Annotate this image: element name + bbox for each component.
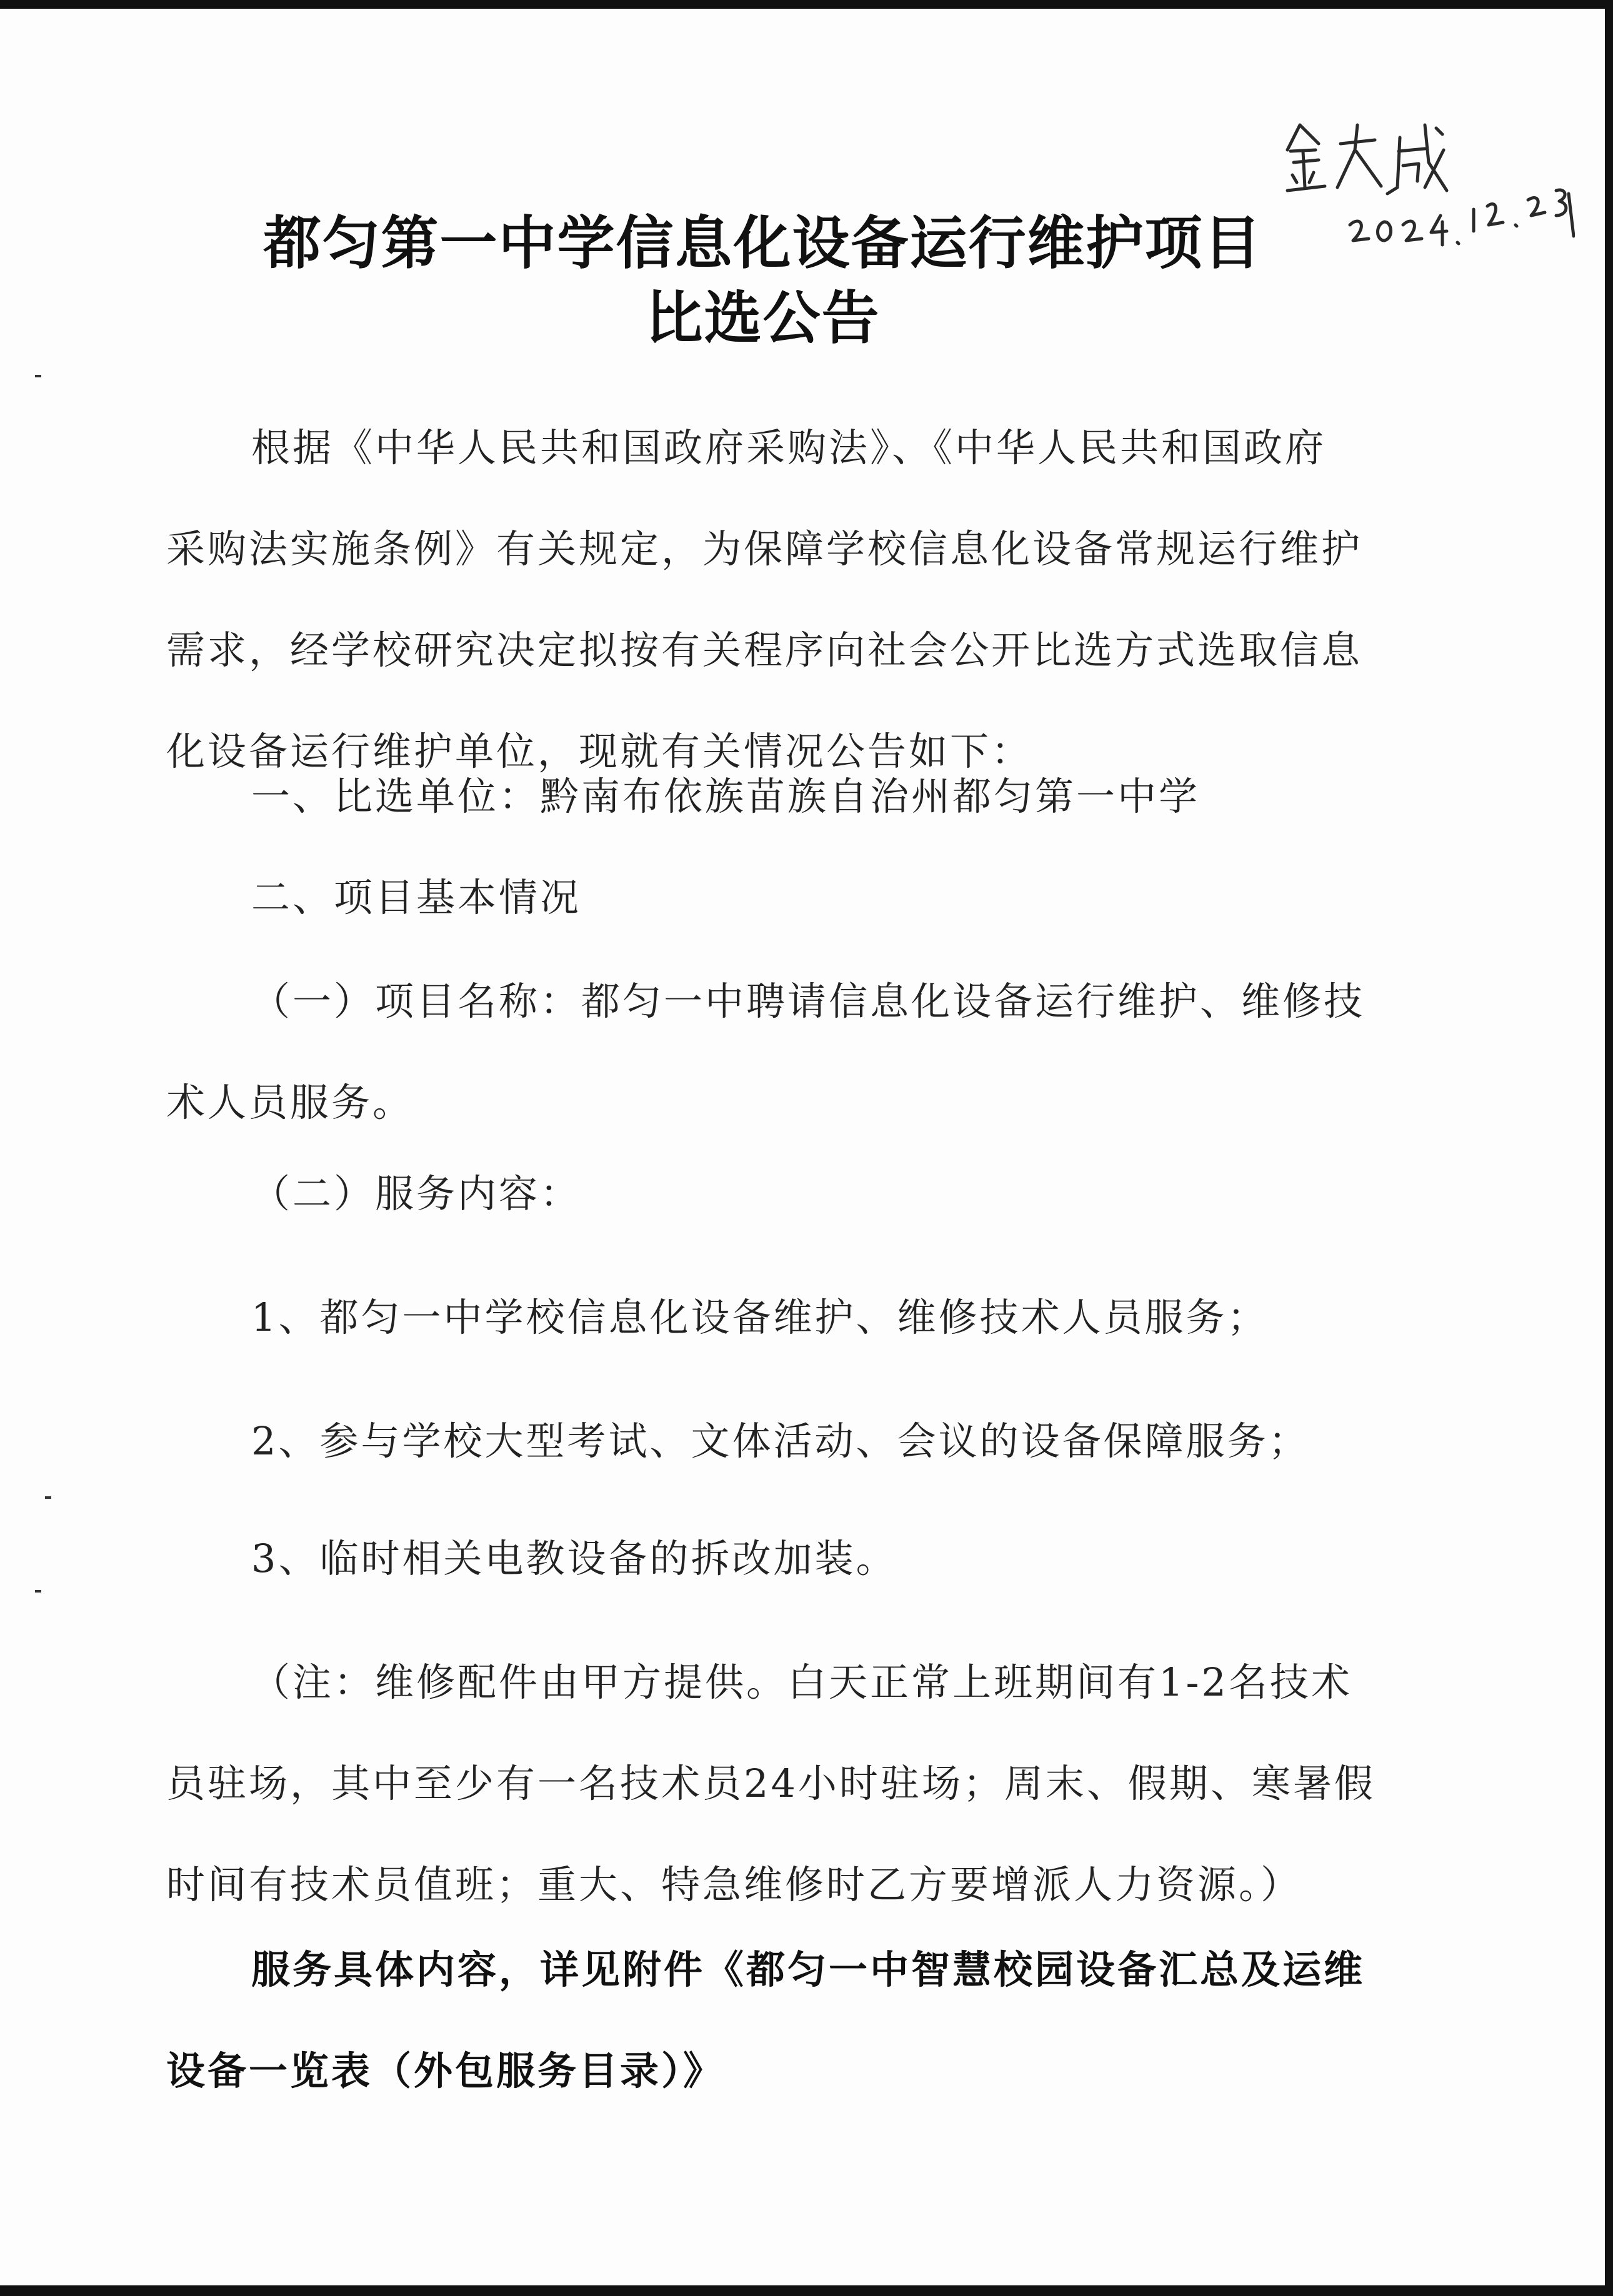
note-paragraph (166, 1632, 1416, 1936)
scan-speck (45, 1496, 51, 1499)
scan-edge-bottom (0, 2285, 1613, 2296)
detail-line: 服务具体内容，详见附件《都匀一中智慧校园设备汇总及运维 (251, 1947, 1366, 1992)
section-bidding-unit (166, 746, 1416, 847)
service-item-3 (166, 1508, 1416, 1609)
service-content-heading-text: （二）服务内容： (251, 1171, 582, 1216)
note-line: （注：维修配件由甲方提供。白天正常上班期间有1-2名技术 (251, 1659, 1352, 1705)
service-item-2 (166, 1391, 1416, 1492)
intro-line: 需求，经学校研究决定拟按有关程序向社会公开比选方式选取信息 (166, 627, 1363, 673)
intro-line: 根据《中华人民共和国政府采购法》、《中华人民共和国政府 (251, 425, 1327, 470)
project-name-paragraph (166, 951, 1416, 1153)
section-bidding-unit-text: 一、比选单位：黔南布依族苗族自治州都匀第一中学 (251, 773, 1201, 819)
service-item-3-text: 3、临时相关电教设备的拆改加装。 (251, 1536, 897, 1581)
note-line: 员驻场，其中至少有一名技术员24小时驻场；周末、假期、寒暑假 (166, 1761, 1376, 1806)
project-name-line: （一）项目名称：都匀一中聘请信息化设备运行维护、维修技 (251, 978, 1366, 1024)
section-project-info (166, 847, 1416, 948)
scan-speck (35, 1590, 41, 1593)
service-item-1 (166, 1267, 1416, 1368)
note-line: 时间有技术员值班；重大、特急维修时乙方要增派人力资源。） (166, 1862, 1302, 1907)
service-item-1-text: 1、都匀一中学校信息化设备维护、维修技术人员服务； (251, 1295, 1269, 1340)
section-project-info-text: 二、项目基本情况 (251, 875, 582, 920)
service-item-2-text: 2、参与学校大型考试、文体活动、会议的设备保障服务； (251, 1418, 1310, 1464)
intro-line: 化设备运行维护单位，现就有关情况公告如下： (166, 728, 1033, 774)
intro-line: 采购法实施条例》有关规定，为保障学校信息化设备常规运行维护 (166, 526, 1363, 572)
service-content-heading (166, 1143, 1416, 1245)
detail-line: 设备一览表（外包服务目录）》 (166, 2048, 725, 2094)
document-title-line-1: 都匀第一中学信息化设备运行维护项目 (263, 210, 1262, 277)
scan-speck (35, 375, 41, 377)
scan-edge-top (0, 0, 1613, 9)
document-title-line-2: 比选公告 (645, 285, 881, 352)
intro-paragraph (166, 397, 1416, 802)
detail-paragraph (166, 1919, 1416, 2122)
project-name-line: 术人员服务。 (166, 1080, 414, 1125)
